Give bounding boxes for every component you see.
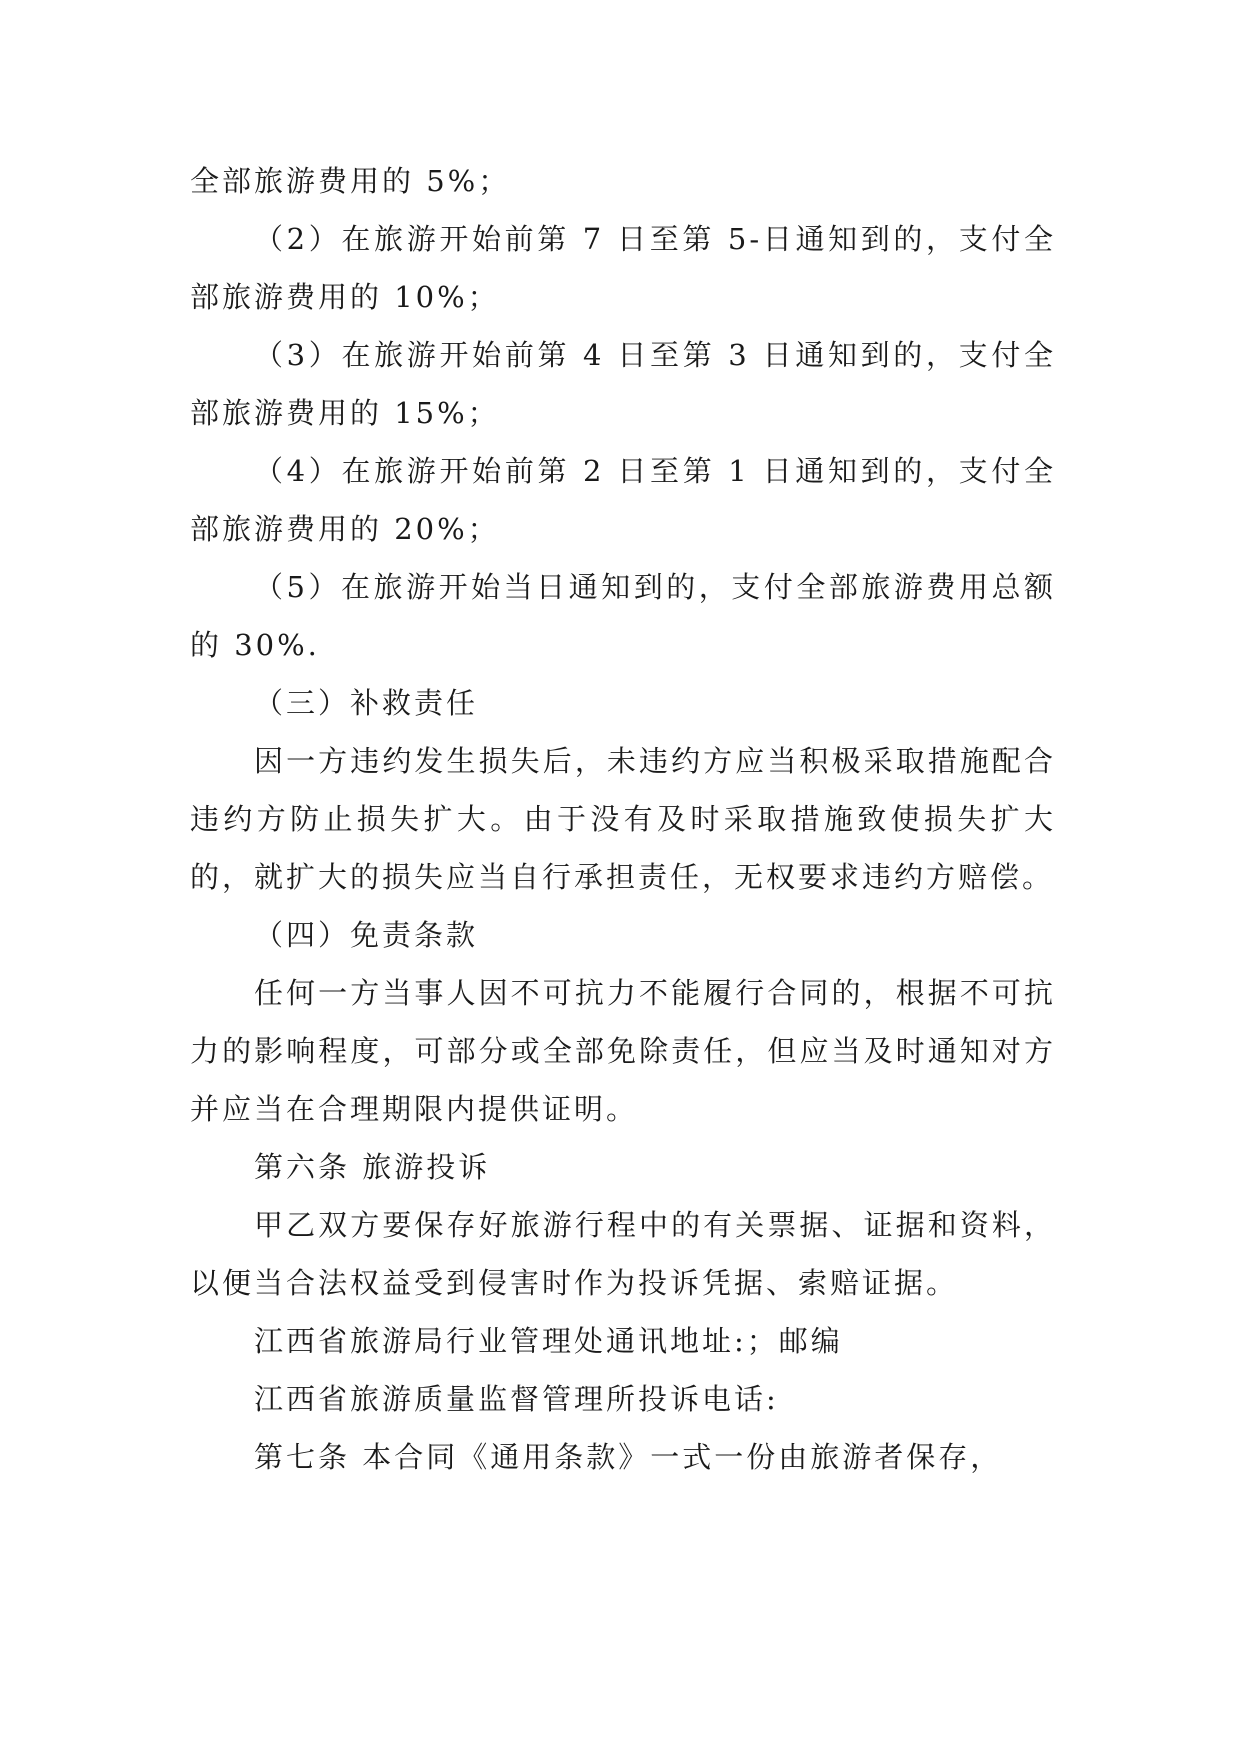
section-heading: （四）免责条款: [254, 918, 479, 952]
paragraph: （2）在旅游开始前第 7 日至第 5-日通知到的，支付全部旅游费用的 10%；: [190, 222, 1056, 314]
paragraph: 江西省旅游局行业管理处通讯地址:；邮编: [254, 1324, 843, 1358]
paragraph: 任何一方当事人因不可抗力不能履行合同的，根据不可抗力的影响程度，可部分或全部免除责任，但应当及时通知对方并应当在合理期限内提供证明。: [190, 976, 1056, 1126]
paragraph: 第七条 本合同《通用条款》一式一份由旅游者保存，: [254, 1440, 1003, 1474]
paragraph: （4）在旅游开始前第 2 日至第 1 日通知到的，支付全部旅游费用的 20%；: [190, 454, 1056, 546]
paragraph: 全部旅游费用的 5%；: [190, 164, 511, 198]
paragraph: （5）在旅游开始当日通知到的，支付全部旅游费用总额的 30%.: [190, 570, 1056, 662]
article-heading: 第六条 旅游投诉: [254, 1150, 491, 1184]
paragraph: 因一方违约发生损失后，未违约方应当积极采取措施配合违约方防止损失扩大。由于没有及时采取措施致使损失扩大的，就扩大的损失应当自行承担责任，无权要求违约方赔偿。: [190, 744, 1056, 894]
document-body: [190, 152, 1056, 1486]
paragraph: （3）在旅游开始前第 4 日至第 3 日通知到的，支付全部旅游费用的 15%；: [190, 338, 1056, 430]
section-heading: （三）补救责任: [254, 686, 479, 720]
paragraph: 江西省旅游质量监督管理所投诉电话:: [254, 1382, 779, 1416]
paragraph: 甲乙双方要保存好旅游行程中的有关票据、证据和资料，以便当合法权益受到侵害时作为投诉凭据、索赔证据。: [190, 1208, 1056, 1300]
